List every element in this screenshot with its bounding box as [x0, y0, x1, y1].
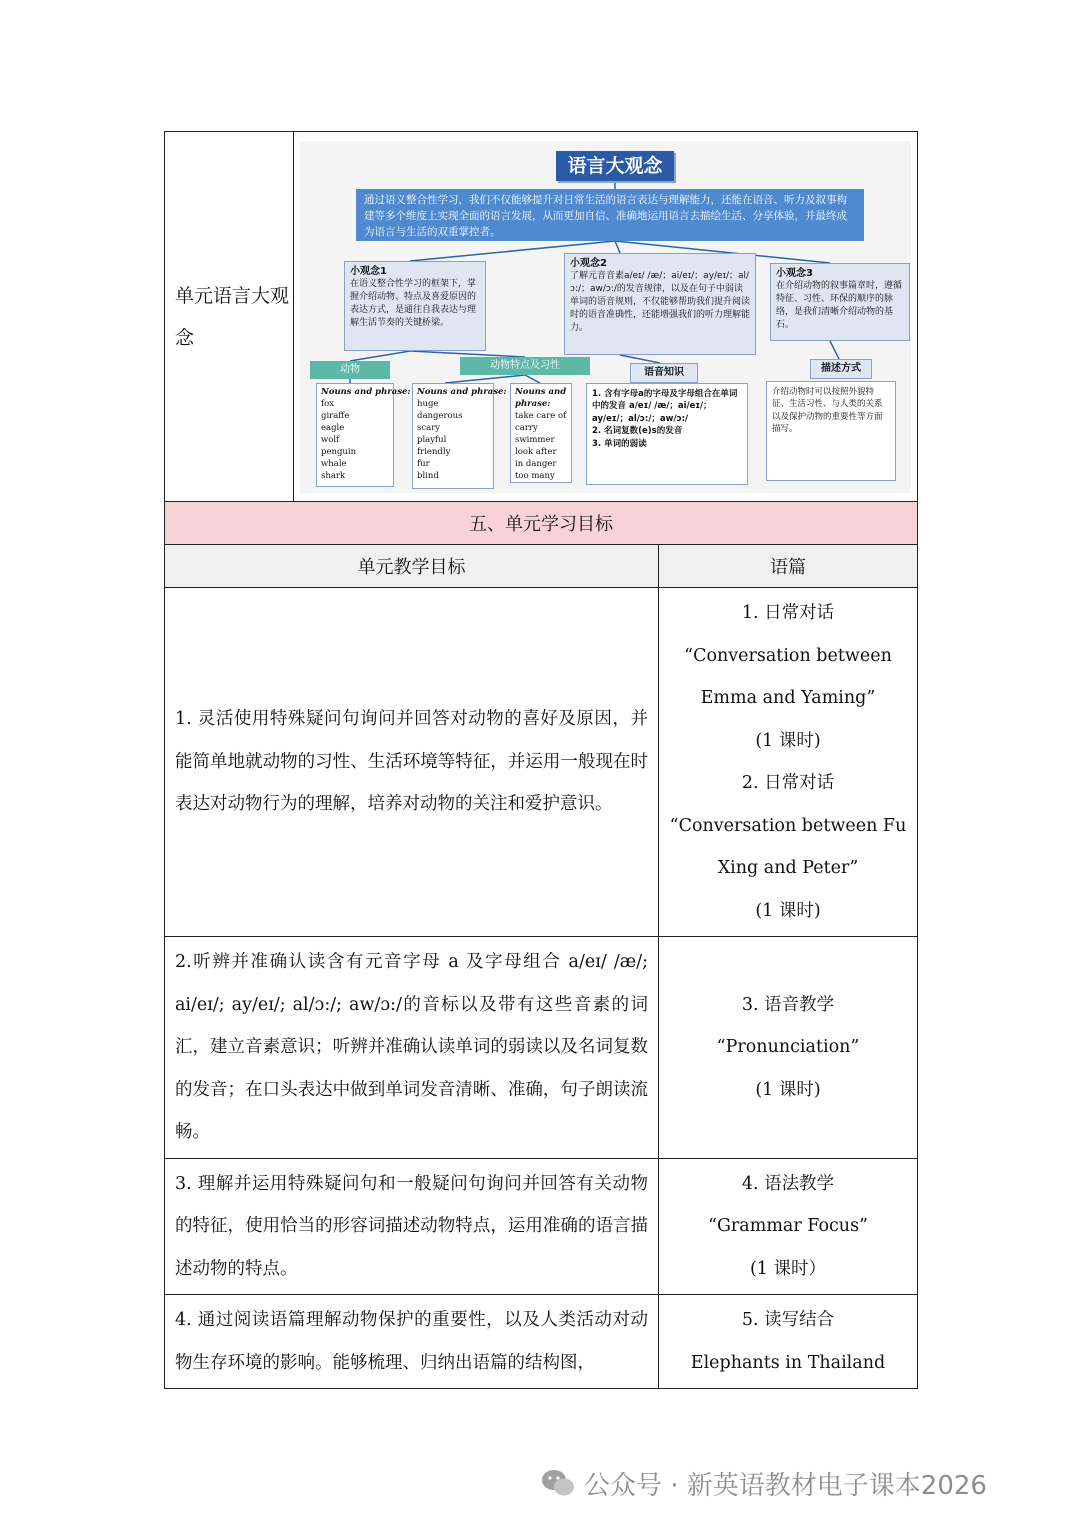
- main-idea-box: 通过语义整合性学习，我们不仅能够提升对日常生活的语言表达与理解能力，还能在语音、听力及叙事构建等多个维度上实现全面的语言发展，从而更加自信、准确地运用语言去描绘生活、分享体验，并最终成为语言与生活的双重掌控者。: [356, 189, 864, 241]
- texts-4: 5. 读写结合 Elephants in Thailand: [659, 1295, 918, 1389]
- tag-describe: 描述方式: [810, 359, 872, 379]
- column-header-goals: 单元教学目标: [165, 545, 659, 588]
- concept-map: [300, 141, 911, 493]
- goal-2: 2.听辨并准确认读含有元音字母 a 及字母组合 a/eɪ/ /æ/; ai/eɪ/; ay/eɪ/; al/ɔ:/; aw/ɔ:/的音标以及带有这些音素的词汇，建立音素意识；听辨并准确认读单词的弱读以及名词复数的发音；在口头表达中做到单词发音清晰、准确，句子朗读流畅。: [165, 937, 659, 1159]
- big-idea-label: 单元语言大观念: [165, 132, 294, 502]
- big-idea-diagram-cell: [294, 132, 918, 502]
- tag-animals: 动物: [310, 361, 390, 379]
- habit-phrase-list: Nouns and phrase: take care of carry swimmer look after in danger too many: [510, 383, 572, 483]
- wechat-icon: [540, 1468, 576, 1505]
- describe-box: 介绍动物时可以按照外貌特征、生活习性、与人类的关系以及保护动物的重要性等方面描写。: [766, 381, 896, 481]
- goal-3: 3. 理解并运用特殊疑问句和一般疑问句询问并回答有关动物的特征，使用恰当的形容词描述动物特点，运用准确的语言描述动物的特点。: [165, 1158, 659, 1295]
- section-heading: 五、单元学习目标: [165, 502, 918, 545]
- sub-idea-3: 小观念3 在介绍动物的叙事篇章时，遵循特征、习性、环保的顺序的脉络，是我们清晰介绍动物的基石。: [770, 263, 910, 341]
- phonics-box: 1. 含有字母a的字母及字母组合在单词中的发音 a/eɪ/ /æ/；ai/eɪ/；ay/eɪ/；al/ɔ:/；aw/ɔ:/ 2. 名词复数(e)s的发音 3. 单词的弱读: [586, 383, 748, 485]
- tag-animal-traits: 动物特点及习性: [460, 357, 590, 375]
- texts-3: 4. 语法教学 “Grammar Focus” (1 课时）: [659, 1158, 918, 1295]
- goal-4: 4. 通过阅读语篇理解动物保护的重要性，以及人类活动对动物生存环境的影响。能够梳理、归纳出语篇的结构图，: [165, 1295, 659, 1389]
- watermark: 公众号 · 新英语教材电子课本2026: [540, 1465, 987, 1505]
- texts-2: 3. 语音教学 “Pronunciation” (1 课时): [659, 937, 918, 1159]
- animal-word-list: Nouns and phrase: fox giraffe eagle wolf penguin whale shark: [316, 383, 394, 487]
- goal-1: 1. 灵活使用特殊疑问句询问并回答对动物的喜好及原因，并能简单地就动物的习性、生活环境等特征，并运用一般现在时表达对动物行为的理解，培养对动物的关注和爱护意识。: [165, 588, 659, 937]
- unit-plan-table: [164, 131, 918, 1389]
- sub-idea-1: 小观念1 在语义整合性学习的框架下，掌握介绍动物、特点及喜爱原因的表达方式，是通往自我表达与理解生活节奏的关键桥梁。: [344, 261, 486, 351]
- sub-idea-2: 小观念2 了解元音音素a/eɪ/ /æ/；ai/eɪ/；ay/eɪ/；al/ɔ:/；aw/ɔ:/的发音规律，以及在句子中弱读单词的语音规则，不仅能够帮助我们提升阅读时的语音准确性，还能增强我们的听力理解能力。: [564, 253, 756, 355]
- texts-1: 1. 日常对话 “Conversation between Emma and Yaming” (1 课时) 2. 日常对话 “Conversation between Fu Xing and Peter” (1 课时): [659, 588, 918, 937]
- diagram-title: 语言大观念: [556, 151, 674, 181]
- tag-phonics: 语音知识: [630, 363, 698, 383]
- column-header-texts: 语篇: [659, 545, 918, 588]
- trait-word-list: Nouns and phrase: huge dangerous scary playful friendly fur blind: [412, 383, 494, 489]
